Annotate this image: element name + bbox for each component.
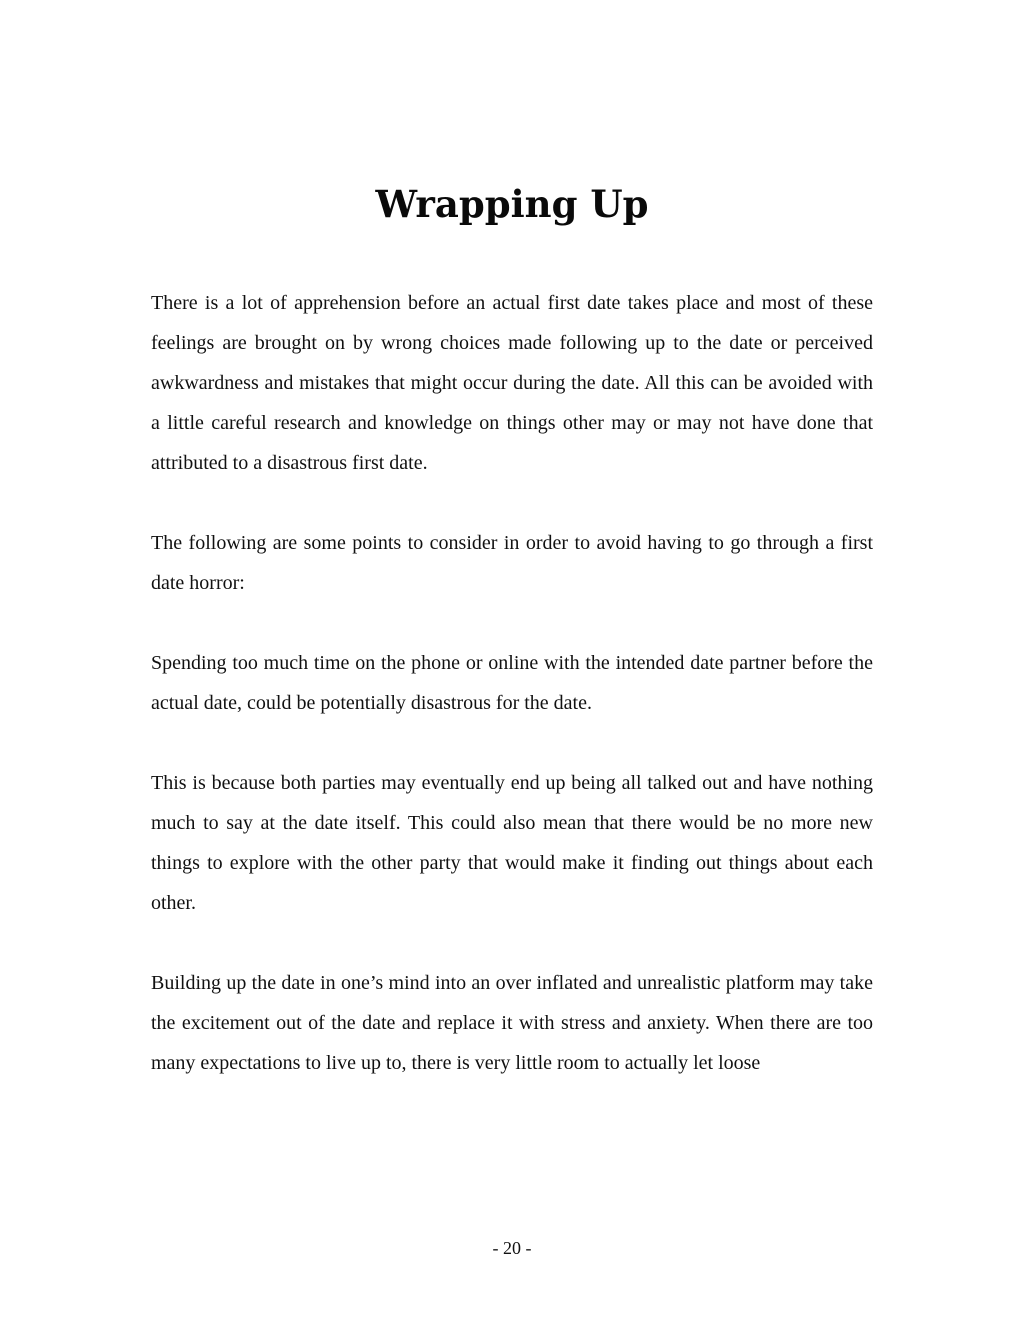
- paragraph: There is a lot of apprehension before an actual first date takes place and most of these feelings are brought on by wrong choices made following up to the date or perceived awkwardness and mistakes that might occur during the date. All this can be avoided with a little careful research and knowledge on things other may or may not have done that attributed to a disastrous first date.: [151, 292, 873, 474]
- page-title: Wrapping Up: [375, 182, 649, 226]
- paragraph: This is because both parties may eventually end up being all talked out and have nothing much to say at the date itself. This could also mean that there would be no more new things to explore with the other party that would make it finding out things about each other.: [151, 772, 873, 914]
- paragraph: The following are some points to consider in order to avoid having to go through a first date horror:: [151, 532, 873, 594]
- paragraph: Spending too much time on the phone or online with the intended date partner before the actual date, could be potentially disastrous for the date.: [151, 652, 873, 714]
- page-number: - 20 -: [492, 1238, 532, 1258]
- paragraph: Building up the date in one’s mind into an over inflated and unrealistic platform may take the excitement out of the date and replace it with stress and anxiety. When there are too many expectations to live up to, there is very little room to actually let loose: [151, 972, 873, 1074]
- body-text: [151, 283, 873, 1123]
